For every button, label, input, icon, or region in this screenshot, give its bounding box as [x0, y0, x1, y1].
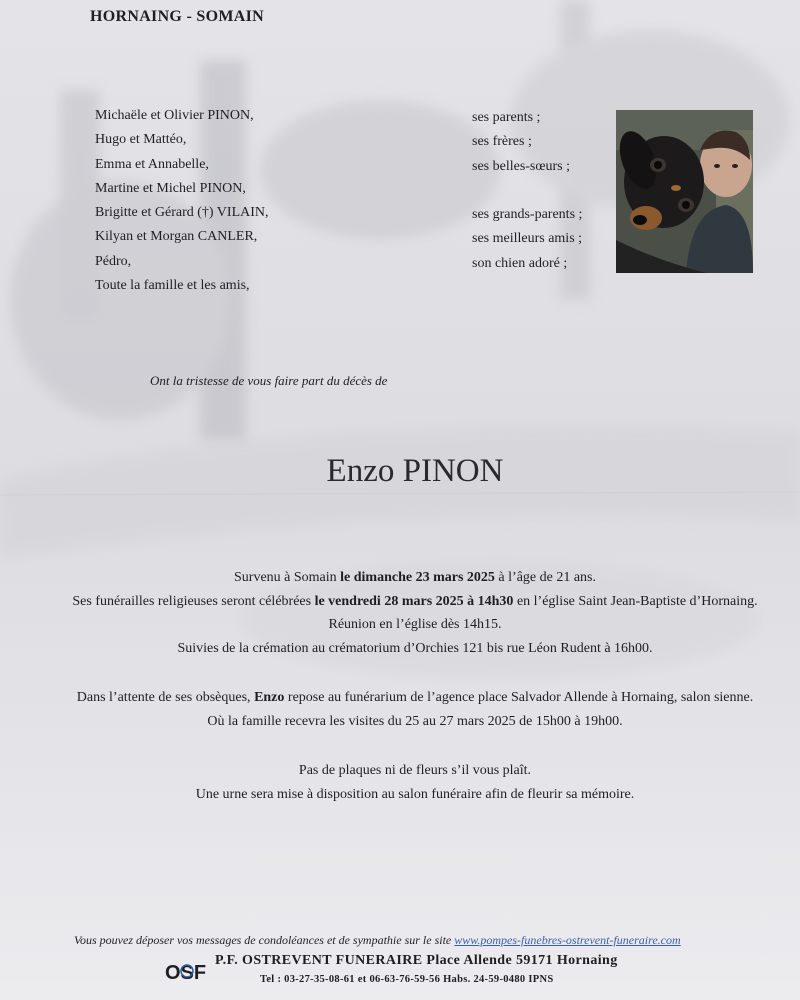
detail-line-flowers: Pas de plaques ni de fleurs s’il vous plaît.: [298, 763, 532, 778]
detail-line-urn: Une urne sera mise à disposition au salon funéraire afin de fleurir sa mémoire.: [195, 786, 635, 802]
family-line: Toute la famille et les amis,: [95, 278, 250, 294]
funeral-details: [0, 566, 800, 806]
family-line: Hugo et Mattéo,: [95, 132, 187, 148]
relation-line: son chien adoré ;: [472, 255, 568, 271]
relation-line: ses belles-sœurs ;: [472, 158, 570, 174]
relation-line: ses meilleurs amis ;: [472, 231, 583, 247]
detail-line-meeting: Réunion en l’église dès 14h15.: [328, 617, 502, 632]
deceased-name: Enzo PINON: [326, 453, 504, 489]
spacer: [0, 733, 800, 759]
family-line: Kilyan et Morgan CANLER,: [95, 229, 258, 245]
family-line: Brigitte et Gérard (†) VILAIN,: [95, 205, 269, 221]
relation-line: [472, 276, 582, 300]
relation-line: [472, 179, 582, 203]
osf-logo-text: OSF: [165, 962, 207, 984]
osf-logo: [165, 958, 209, 984]
family-line: Emma et Annabelle,: [95, 156, 209, 172]
family-relations-list: [472, 106, 582, 300]
company-name: P.F. OSTREVENT FUNERAIRE Place Allende 59171 Hornaing: [215, 953, 618, 968]
announcement-intro: Ont la tristesse de vous faire part du décès de: [150, 373, 388, 388]
relation-line: ses frères ;: [472, 134, 532, 150]
company-contact: Tel : 03-27-35-08-61 et 06-63-76-59-56 Habs. 24-59-0480 IPNS: [260, 974, 554, 985]
family-names-list: [95, 104, 269, 298]
funeral-website-link[interactable]: www.pompes-funebres-ostrevent-funeraire.com: [454, 933, 681, 947]
location-header: HORNAING - SOMAIN: [90, 8, 264, 25]
condolences-note: Vous pouvez déposer vos messages de condoléances et de sympathie sur le site www.pompes-funebres-ostrevent-funeraire.com: [74, 933, 681, 947]
detail-line-visits: Où la famille recevra les visites du 25 au 27 mars 2025 de 15h00 à 19h00.: [207, 713, 623, 729]
relation-line: ses grands-parents ;: [472, 207, 583, 223]
spacer: [0, 660, 800, 686]
detail-line-death: Survenu à Somain le dimanche 23 mars 2025 à l’âge de 21 ans.: [234, 570, 596, 585]
family-line: Martine et Michel PINON,: [95, 180, 246, 196]
portrait-photo: [616, 110, 753, 273]
detail-line-cremation: Suivies de la crémation au crématorium d’Orchies 121 bis rue Léon Rudent à 16h00.: [177, 640, 653, 656]
detail-line-rest: Dans l’attente de ses obsèques, Enzo repose au funérarium de l’agence place Salvador Allende à Hornaing, salon sienne.: [76, 690, 754, 705]
family-line: Michaële et Olivier PINON,: [95, 108, 254, 123]
family-line: Pédro,: [95, 253, 132, 269]
relation-line: ses parents ;: [472, 110, 541, 125]
detail-line-funeral: Ses funérailles religieuses seront célébrées le vendredi 28 mars 2025 à 14h30 en l’église Saint Jean-Baptiste d’Hornaing.: [72, 593, 758, 609]
